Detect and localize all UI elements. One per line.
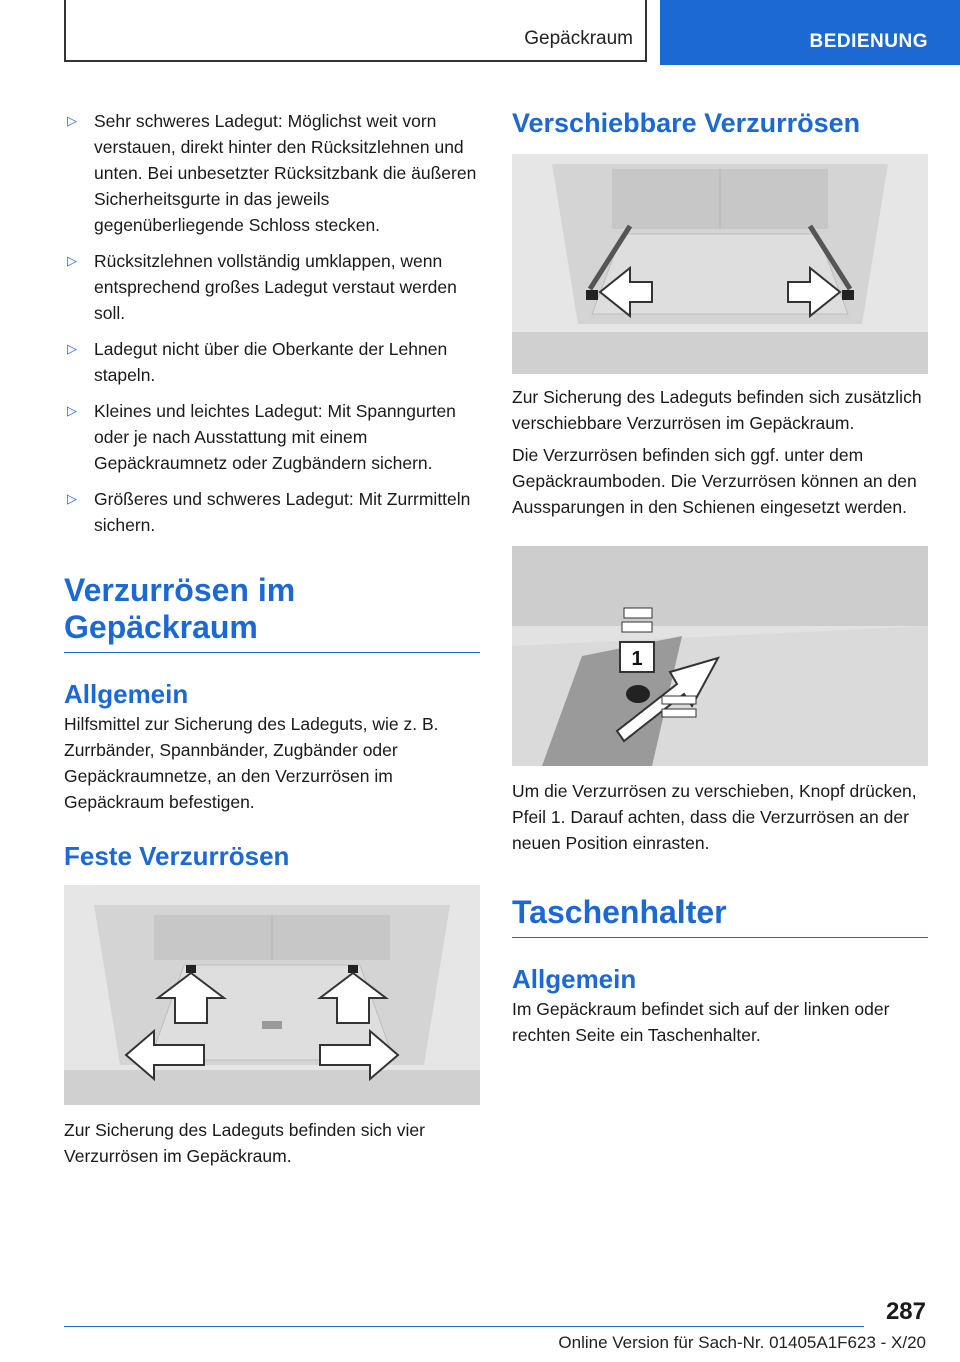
verschiebbar-paragraph-3: Um die Verzurrösen zu verschieben, Knopf drücken, Pfeil 1. Darauf achten, dass die Verzurrösen an der neuen Position einrasten.: [512, 781, 917, 853]
sliding-eyelets-rail-figure: [512, 154, 928, 374]
triangle-bullet-icon: ▷: [67, 341, 77, 356]
heading-verschiebbare-verzurroesen: Verschiebbare Verzurrösen: [512, 108, 861, 138]
figure-label-1: 1: [631, 648, 643, 670]
left-column: [64, 108, 480, 1175]
verschiebbar-paragraph-1: Zur Sicherung des Ladeguts befinden sich zusätzlich verschiebbare Verzurrösen im Gepäckraum.: [512, 387, 922, 433]
triangle-bullet-icon: ▷: [67, 113, 77, 128]
page-number: 287: [885, 1298, 926, 1325]
footer-divider: [64, 1326, 864, 1327]
footer-version-text: Online Version für Sach-Nr. 01405A1F623 - X/20: [558, 1333, 926, 1352]
verschiebbar-paragraph-2: Die Verzurrösen befinden sich ggf. unter dem Gepäckraumboden. Die Verzurrösen können an den Aussparungen in den Schienen eingesetzt werden.: [512, 445, 917, 517]
heading-allgemein-taschenhalter: Allgemein: [512, 964, 637, 994]
triangle-bullet-icon: ▷: [67, 403, 77, 418]
feste-caption: Zur Sicherung des Ladeguts befinden sich vier Verzurrösen im Gepäckraum.: [64, 1120, 425, 1166]
section-heading-verzurroesen: Verzurrösen im Gepäckraum: [64, 572, 480, 653]
allgemein-text: Hilfsmittel zur Sicherung des Ladeguts, wie z. B. Zurrbänder, Spannbänder, Zugbänder oder Gepäckraumnetze, an den Verzurrösen im Gepäckraum befestigen.: [64, 714, 439, 812]
taschenhalter-text: Im Gepäckraum befindet sich auf der linken oder rechten Seite ein Taschenhalter.: [512, 999, 890, 1045]
header-section-tab: [660, 0, 960, 65]
section-heading-taschenhalter: Taschenhalter: [512, 894, 928, 938]
header-title: Gepäckraum: [524, 28, 633, 49]
triangle-bullet-icon: ▷: [67, 491, 77, 506]
list-item: ▷ Ladegut nicht über die Oberkante der Lehnen stapeln.: [64, 336, 480, 388]
list-item: ▷ Rücksitzlehnen vollständig umklappen, wenn entsprechend großes Ladegut verstaut werden soll.: [64, 248, 480, 326]
list-item: ▷ Größeres und schweres Ladegut: Mit Zurrmitteln sichern.: [64, 486, 480, 538]
list-item: ▷ Kleines und leichtes Ladegut: Mit Spanngurten oder je nach Ausstattung mit einem Gepäckraumnetz oder Zugbändern sichern.: [64, 398, 480, 476]
bullet-list: [64, 108, 480, 538]
header-section: BEDIENUNG: [809, 31, 928, 52]
header-chapter-box: [64, 0, 647, 62]
right-column: [512, 108, 928, 1054]
heading-feste-verzurroesen: Feste Verzurrösen: [64, 841, 290, 871]
heading-allgemein: Allgemein: [64, 679, 189, 709]
list-item: ▷ Sehr schweres Ladegut: Möglichst weit vorn verstauen, direkt hinter den Rücksitzlehnen und unten. Bei unbesetzter Rücksitzbank die äußeren Sicherheitsgurte in das jeweils gegenüberliegende Schloss stecken.: [64, 108, 480, 238]
triangle-bullet-icon: ▷: [67, 253, 77, 268]
trunk-fixed-eyelets-figure: [64, 885, 480, 1105]
eyelet-release-figure: [512, 546, 928, 766]
